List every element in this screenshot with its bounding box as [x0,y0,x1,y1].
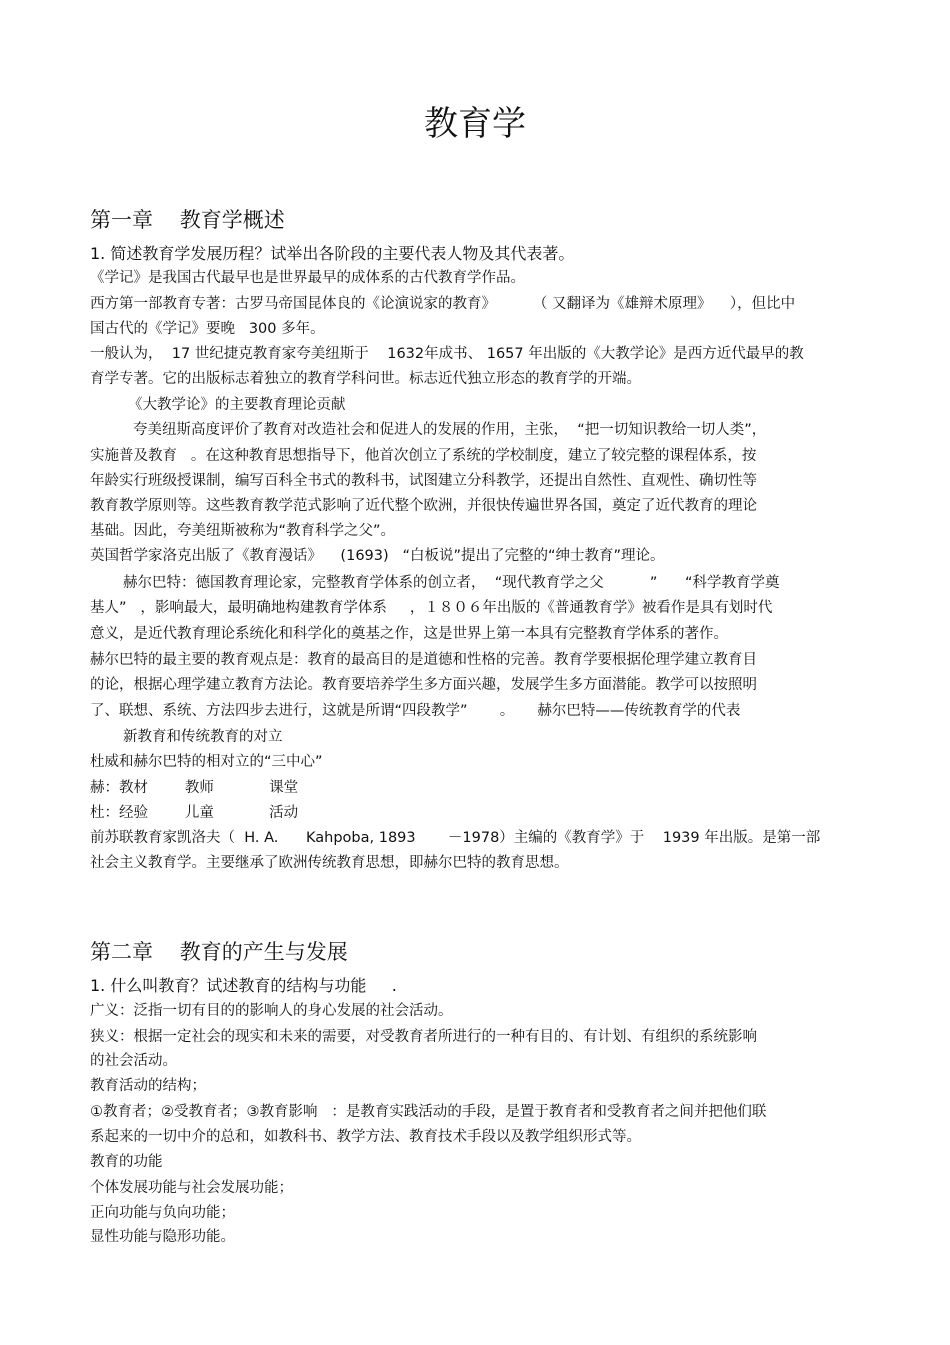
paragraph-line: 一般认为， 17 世纪捷克教育家夸美纽斯于 1632年成书、 1657 年出版的《大教学论》是西方近代最早的教 [90,346,804,362]
paragraph-line: 杜威和赫尔巴特的相对立的“三中心” [90,754,323,770]
paragraph-line: 前苏联教育家凯洛夫（ H. A. Kahpoba, 1893 －1978）主编的《教育学》于 1939 年出版。是第一部 [90,830,821,846]
comparison-row: 杜：经验 儿童 活动 [90,805,299,821]
paragraph-line: 广义：泛指一切有目的的影响人的身心发展的社会活动。 [90,1003,453,1019]
paragraph-line: 教育教学原则等。这些教育教学范式影响了近代整个欧洲，并很快传遍世界各国，奠定了近代教育的理论 [90,498,757,514]
chapter-1-heading: 第一章 教育学概述 [90,208,285,232]
paragraph-line: 显性功能与隐形功能。 [90,1229,235,1245]
paragraph-line: 西方第一部教育专著：古罗马帝国昆体良的《论演说家的教育》 （ 又翻译为《雄辩术原理》 ），但比中 [90,296,796,312]
paragraph-line: 基人” ，影响最大，最明确地构建教育学体系 ，１８０６年出版的《普通教育学》被看作是具有划时代 [90,600,773,616]
section-heading: 新教育和传统教育的对立 [123,729,283,745]
paragraph-line: 正向功能与负向功能； [90,1205,235,1221]
paragraph-line: ①教育者；②受教育者；③教育影响 ：是教育实践活动的手段，是置于教育者和受教育者之间并把他们联 [90,1104,767,1120]
paragraph-line: 国古代的《学记》要晚 300 多年。 [90,321,325,337]
paragraph-line: 实施普及教育 。在这种教育思想指导下，他首次创立了系统的学校制度，建立了较完整的课程体系，按 [90,448,757,464]
document-title: 教育学 [424,104,526,144]
paragraph-line: 赫尔巴特：德国教育理论家，完整教育学体系的创立者， “现代教育学之父 ” “科学教育学奠 [123,575,780,591]
chapter-1-question: 1. 简述教育学发展历程？试举出各阶段的主要代表人物及其代表著。 [90,244,575,263]
chapter-2-question: 1. 什么叫教育？试述教育的结构与功能 . [90,976,397,995]
paragraph-line: 系起来的一切中介的总和，如教科书、教学方法、教育技术手段以及教学组织形式等。 [90,1129,641,1145]
paragraph-line: 英国哲学家洛克出版了《教育漫话》 (1693) “白板说”提出了完整的“绅士教育”理论。 [90,548,665,564]
paragraph-line: 了、联想、系统、方法四步去进行，这就是所谓“四段教学” 。 赫尔巴特——传统教育学的代表 [90,703,741,719]
paragraph-line: 基础。因此，夸美纽斯被称为“教育科学之父”。 [90,523,396,539]
paragraph-line: 个体发展功能与社会发展功能； [90,1180,293,1196]
comparison-row: 赫：教材 教师 课堂 [90,780,299,796]
section-heading: 《大教学论》的主要教育理论贡献 [128,397,346,413]
paragraph-line: 社会主义教育学。主要继承了欧洲传统教育思想，即赫尔巴特的教育思想。 [90,855,569,871]
paragraph-line: 教育活动的结构； [90,1078,206,1094]
paragraph-line: 夸美纽斯高度评价了教育对改造社会和促进人的发展的作用，主张， “把一切知识教给一切人类”， [133,422,767,438]
paragraph-line: 教育的功能 [90,1154,163,1170]
paragraph-line: 赫尔巴特的最主要的教育观点是：教育的最高目的是道德和性格的完善。教育学要根据伦理学建立教育目 [90,652,757,668]
paragraph-line: 《学记》是我国古代最早也是世界最早的成体系的古代教育学作品。 [90,270,525,286]
paragraph-line: 的论，根据心理学建立教育方法论。教育要培养学生多方面兴趣，发展学生多方面潜能。教学可以按照明 [90,677,757,693]
paragraph-line: 年龄实行班级授课制，编写百科全书式的教科书，试图建立分科教学，还提出自然性、直观性、确切性等 [90,473,757,489]
paragraph-line: 意义，是近代教育理论系统化和科学化的奠基之作，这是世界上第一本具有完整教育学体系的著作。 [90,626,728,642]
paragraph-line: 的社会活动。 [90,1053,177,1069]
chapter-2-heading: 第二章 教育的产生与发展 [90,940,348,964]
paragraph-line: 育学专著。它的出版标志着独立的教育学科问世。标志近代独立形态的教育学的开端。 [90,371,641,387]
paragraph-line: 狭义：根据一定社会的现实和未来的需要，对受教育者所进行的一种有目的、有计划、有组织的系统影响 [90,1029,757,1045]
